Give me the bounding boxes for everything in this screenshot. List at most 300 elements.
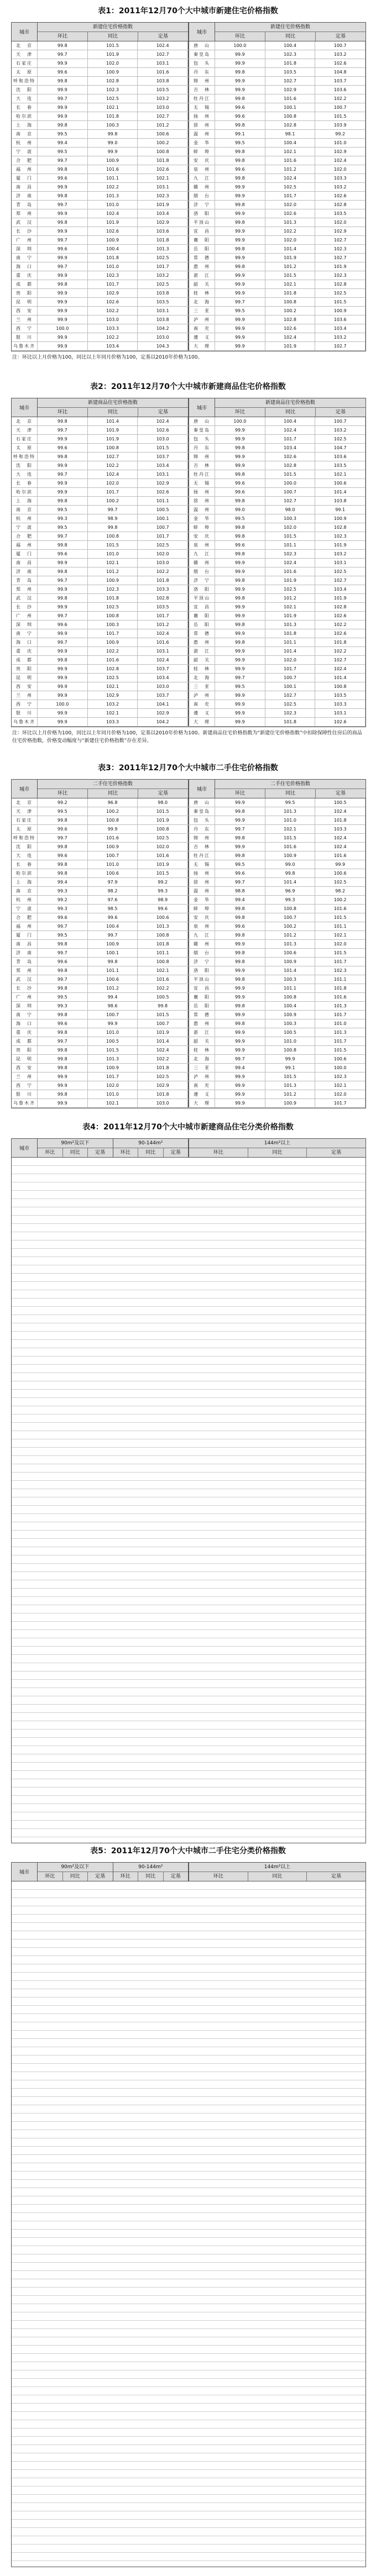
city-cell: 乌鲁木齐 xyxy=(12,1099,38,1107)
value-cell: 99.9 xyxy=(38,647,88,655)
value-cell: 100.9 xyxy=(315,514,365,523)
value-cell: 102.1 xyxy=(88,682,138,691)
city-cell: 武 汉 xyxy=(12,975,38,984)
value-cell: 102.0 xyxy=(315,165,365,174)
value-cell: 103.2 xyxy=(315,426,365,434)
city-cell: 太 原 xyxy=(12,68,38,76)
value-cell: 102.1 xyxy=(265,148,316,156)
table-row xyxy=(12,1037,365,1046)
value-cell: 102.9 xyxy=(138,479,188,487)
value-cell: 99.8 xyxy=(38,966,88,975)
city-cell: 深 圳 xyxy=(12,621,38,629)
value-cell: 100.6 xyxy=(138,130,188,138)
value-cell: 102.1 xyxy=(265,603,316,611)
city-cell: 北 京 xyxy=(12,417,38,425)
city-cell: 乌鲁木齐 xyxy=(12,718,38,726)
city-cell: 西 宁 xyxy=(12,324,38,333)
value-cell: 99.9 xyxy=(38,209,88,218)
value-cell: 101.5 xyxy=(265,271,316,280)
value-cell: 103.0 xyxy=(88,316,138,324)
value-cell: 103.1 xyxy=(138,59,188,67)
value-cell: 102.5 xyxy=(265,700,316,708)
value-cell: 100.5 xyxy=(265,1028,316,1037)
value-cell: 100.4 xyxy=(265,41,316,50)
city-cell: 泸 州 xyxy=(188,316,215,324)
city-cell: 三 亚 xyxy=(188,1064,215,1072)
city-cell: 大 连 xyxy=(12,94,38,103)
value-cell: 99.5 xyxy=(215,514,265,523)
value-cell: 99.4 xyxy=(215,896,265,904)
value-cell: 99.8 xyxy=(265,869,316,877)
value-cell: 98.2 xyxy=(315,887,365,895)
value-cell: 101.5 xyxy=(315,949,365,957)
value-cell: 99.9 xyxy=(88,1019,138,1028)
value-cell: 101.1 xyxy=(265,984,316,992)
value-cell: 99.9 xyxy=(38,665,88,673)
value-cell: 99.8 xyxy=(38,656,88,664)
city-cell: 湛 江 xyxy=(188,271,215,280)
city-cell: 桂 林 xyxy=(188,1046,215,1054)
value-cell: 101.7 xyxy=(315,1037,365,1045)
value-cell: 100.8 xyxy=(88,444,138,452)
city-cell: 三 亚 xyxy=(188,682,215,691)
value-cell: 102.7 xyxy=(315,254,365,262)
value-cell: 102.6 xyxy=(265,453,316,461)
value-cell: 102.2 xyxy=(138,1055,188,1063)
value-cell: 99.8 xyxy=(88,130,138,138)
city-cell: 海 口 xyxy=(12,1019,38,1028)
value-cell: 99.8 xyxy=(38,1011,88,1019)
value-cell: 102.7 xyxy=(265,77,316,85)
value-cell: 101.8 xyxy=(138,576,188,585)
value-cell: 101.4 xyxy=(265,878,316,886)
city-cell: 广 州 xyxy=(12,612,38,620)
value-cell: 99.8 xyxy=(215,148,265,156)
table-row xyxy=(12,333,365,342)
table-row xyxy=(12,1064,365,1073)
city-cell: 重 庆 xyxy=(12,1028,38,1037)
value-cell: 101.6 xyxy=(88,165,138,174)
value-cell: 102.3 xyxy=(88,585,138,593)
city-cell: 遵 义 xyxy=(188,709,215,717)
sub-header: 同比 xyxy=(248,1872,307,1881)
value-cell: 99.8 xyxy=(38,1090,88,1098)
value-cell: 101.3 xyxy=(265,621,316,629)
value-cell: 101.0 xyxy=(88,262,138,271)
value-cell: 101.3 xyxy=(265,218,316,227)
value-cell: 99.9 xyxy=(215,984,265,992)
value-cell: 103.2 xyxy=(315,550,365,558)
table-row xyxy=(12,1019,365,1028)
city-cell: 成 都 xyxy=(12,280,38,288)
value-cell: 99.9 xyxy=(215,647,265,655)
value-cell: 100.0 xyxy=(265,479,316,487)
sub-header: 同比 xyxy=(265,789,316,798)
table-row xyxy=(12,825,365,834)
value-cell: 103.6 xyxy=(315,316,365,324)
table-row xyxy=(12,559,365,567)
value-cell: 99.6 xyxy=(38,958,88,966)
value-cell: 99.8 xyxy=(38,860,88,869)
value-cell: 101.2 xyxy=(88,567,138,576)
table-row xyxy=(12,77,365,86)
table-row xyxy=(12,209,365,218)
city-cell: 桂 林 xyxy=(188,289,215,297)
city-cell: 长 沙 xyxy=(12,227,38,235)
city-cell: 九 江 xyxy=(188,174,215,182)
value-cell: 99.8 xyxy=(38,280,88,288)
value-cell: 99.5 xyxy=(215,307,265,315)
city-cell: 锦 州 xyxy=(188,453,215,461)
value-cell: 103.9 xyxy=(315,121,365,129)
table-row xyxy=(12,691,365,700)
value-cell: 101.2 xyxy=(265,931,316,939)
value-cell: 99.9 xyxy=(215,940,265,948)
table-row xyxy=(12,156,365,165)
value-cell: 103.1 xyxy=(315,559,365,567)
city-cell: 遵 义 xyxy=(188,333,215,341)
value-cell: 101.5 xyxy=(315,913,365,922)
value-cell: 104.3 xyxy=(138,342,188,350)
table-row xyxy=(12,966,365,975)
city-cell: 大 理 xyxy=(188,718,215,726)
city-cell: 襄 阳 xyxy=(188,236,215,244)
value-cell: 99.1 xyxy=(315,506,365,514)
value-cell: 101.2 xyxy=(88,984,138,992)
value-cell: 101.6 xyxy=(138,851,188,860)
city-cell: 哈尔滨 xyxy=(12,488,38,496)
value-cell: 99.6 xyxy=(215,488,265,496)
value-cell: 102.8 xyxy=(265,461,316,470)
value-cell: 102.0 xyxy=(315,1090,365,1098)
value-cell: 99.9 xyxy=(215,192,265,200)
city-cell: 合 肥 xyxy=(12,913,38,922)
value-cell: 101.9 xyxy=(265,612,316,620)
city-cell: 青 岛 xyxy=(12,958,38,966)
table-4-section xyxy=(11,1116,365,1843)
value-cell: 98.9 xyxy=(88,514,138,523)
value-cell: 100.9 xyxy=(88,236,138,244)
value-cell: 101.8 xyxy=(138,156,188,165)
value-cell: 102.8 xyxy=(88,665,138,673)
value-cell: 100.8 xyxy=(138,931,188,939)
table-row xyxy=(12,218,365,227)
value-cell: 99.8 xyxy=(215,174,265,182)
value-cell: 100.1 xyxy=(265,682,316,691)
value-cell: 102.5 xyxy=(138,541,188,549)
table-5-section xyxy=(11,1840,365,2567)
value-cell: 99.2 xyxy=(138,878,188,886)
value-cell: 99.0 xyxy=(215,506,265,514)
city-cell: 徐 州 xyxy=(188,121,215,129)
value-cell: 103.2 xyxy=(315,183,365,191)
city-cell: 上 海 xyxy=(12,121,38,129)
table-1 xyxy=(11,22,366,351)
value-cell: 101.8 xyxy=(315,638,365,646)
city-cell: 蚌 埠 xyxy=(188,523,215,532)
value-cell: 99.8 xyxy=(215,1019,265,1028)
value-cell: 99.6 xyxy=(215,922,265,930)
value-cell: 99.9 xyxy=(215,1046,265,1054)
city-header: 城市 xyxy=(189,23,215,41)
value-cell: 100.9 xyxy=(88,940,138,948)
value-cell: 101.5 xyxy=(88,1046,138,1054)
value-cell: 100.5 xyxy=(315,798,365,807)
value-cell: 103.5 xyxy=(315,209,365,218)
sub-header: 同比 xyxy=(265,32,316,41)
sub-header: 定基 xyxy=(170,1874,181,1879)
table-row xyxy=(12,931,365,940)
city-cell: 岳 阳 xyxy=(188,621,215,629)
value-cell: 99.4 xyxy=(215,1064,265,1072)
value-cell: 99.0 xyxy=(265,860,316,869)
value-cell: 102.2 xyxy=(315,621,365,629)
value-cell: 101.5 xyxy=(88,541,138,549)
city-cell: 蚌 埠 xyxy=(188,905,215,913)
city-header: 城市 xyxy=(12,398,38,417)
value-cell: 103.1 xyxy=(138,647,188,655)
value-cell: 99.8 xyxy=(215,958,265,966)
sub-header: 同比 xyxy=(88,789,138,798)
city-cell: 济 南 xyxy=(12,192,38,200)
table-row xyxy=(12,342,365,351)
sub-header: 环比 xyxy=(189,1872,248,1881)
value-cell: 102.3 xyxy=(88,271,138,280)
city-cell: 温 州 xyxy=(188,887,215,895)
city-cell: 烟 台 xyxy=(188,567,215,576)
city-cell: 济 南 xyxy=(12,949,38,957)
value-cell: 99.7 xyxy=(38,236,88,244)
value-cell: 99.9 xyxy=(38,59,88,67)
value-cell: 102.5 xyxy=(88,674,138,682)
value-cell: 99.8 xyxy=(215,576,265,585)
value-cell: 103.8 xyxy=(138,289,188,297)
city-cell: 成 都 xyxy=(12,1037,38,1045)
value-cell: 99.9 xyxy=(215,324,265,333)
city-cell: 天 津 xyxy=(12,50,38,59)
value-cell: 99.5 xyxy=(215,139,265,147)
table-row xyxy=(12,298,365,307)
table-row xyxy=(12,453,365,461)
sub-header: 同比 xyxy=(63,1872,88,1881)
table-row xyxy=(12,567,365,576)
city-cell: 郑 州 xyxy=(12,209,38,218)
city-cell: 平顶山 xyxy=(188,975,215,984)
sub-header: 环比 xyxy=(215,32,265,41)
table-row xyxy=(12,532,365,541)
table-row xyxy=(12,470,365,479)
value-cell: 101.6 xyxy=(265,94,316,103)
value-cell: 99.3 xyxy=(138,887,188,895)
value-cell: 101.9 xyxy=(315,594,365,602)
value-cell: 99.9 xyxy=(215,559,265,567)
value-cell: 101.6 xyxy=(265,567,316,576)
sub-header: 同比 xyxy=(138,1872,164,1881)
value-cell: 99.8 xyxy=(215,532,265,540)
value-cell: 101.0 xyxy=(88,860,138,869)
city-cell: 昆 明 xyxy=(12,298,38,306)
city-cell: 南 昌 xyxy=(12,183,38,191)
value-cell: 102.0 xyxy=(315,218,365,227)
sub-header: 环比 xyxy=(215,789,265,798)
value-cell: 101.7 xyxy=(265,192,316,200)
city-cell: 洛 阳 xyxy=(188,209,215,218)
value-cell: 99.8 xyxy=(215,621,265,629)
table-row xyxy=(12,506,365,514)
table-5-title: 表5：2011年12月70个大中城市二手住宅分类价格指数 xyxy=(90,1847,286,1855)
value-cell: 99.7 xyxy=(38,94,88,103)
value-cell: 99.8 xyxy=(38,497,88,505)
value-cell: 103.4 xyxy=(315,585,365,593)
table-row xyxy=(12,479,365,488)
value-cell: 100.0 xyxy=(38,324,88,333)
value-cell: 101.8 xyxy=(138,236,188,244)
table-row xyxy=(12,50,365,59)
city-cell: 吉 林 xyxy=(188,843,215,851)
city-cell: 长 春 xyxy=(12,479,38,487)
table-row xyxy=(12,913,365,922)
value-cell: 102.0 xyxy=(265,201,316,209)
value-cell: 99.9 xyxy=(215,798,265,807)
value-cell: 103.5 xyxy=(138,86,188,94)
value-cell: 99.6 xyxy=(38,68,88,76)
city-cell: 宁 波 xyxy=(12,148,38,156)
city-cell: 赣 州 xyxy=(188,940,215,948)
table-row xyxy=(12,576,365,585)
value-cell: 101.0 xyxy=(265,816,316,824)
value-cell: 103.3 xyxy=(88,718,138,726)
value-cell: 98.0 xyxy=(265,506,316,514)
value-cell: 99.6 xyxy=(38,913,88,922)
value-cell: 100.7 xyxy=(315,417,365,425)
value-cell: 99.9 xyxy=(215,1090,265,1098)
value-cell: 101.7 xyxy=(138,262,188,271)
value-cell: 101.6 xyxy=(138,638,188,646)
value-cell: 103.5 xyxy=(138,603,188,611)
value-cell: 99.8 xyxy=(215,68,265,76)
value-cell: 102.9 xyxy=(138,1081,188,1090)
value-cell: 99.9 xyxy=(215,603,265,611)
value-cell: 99.8 xyxy=(38,594,88,602)
city-cell: 长 沙 xyxy=(12,603,38,611)
city-cell: 安 庆 xyxy=(188,913,215,922)
value-cell: 100.8 xyxy=(265,298,316,306)
city-cell: 呼和浩特 xyxy=(12,834,38,842)
city-cell: 福 州 xyxy=(12,165,38,174)
value-cell: 99.8 xyxy=(38,77,88,85)
value-cell: 103.0 xyxy=(138,333,188,341)
table-row xyxy=(12,417,365,426)
value-cell: 99.8 xyxy=(215,905,265,913)
value-cell: 101.7 xyxy=(315,958,365,966)
value-cell: 103.0 xyxy=(138,435,188,443)
value-cell: 99.6 xyxy=(215,103,265,112)
value-cell: 99.6 xyxy=(215,479,265,487)
value-cell: 104.1 xyxy=(138,700,188,708)
value-cell: 102.5 xyxy=(315,435,365,443)
value-cell: 99.8 xyxy=(215,931,265,939)
value-cell: 100.7 xyxy=(265,674,316,682)
city-cell: 天 津 xyxy=(12,807,38,816)
value-cell: 101.0 xyxy=(315,139,365,147)
value-cell: 99.9 xyxy=(38,488,88,496)
value-cell: 101.7 xyxy=(315,1099,365,1107)
value-cell: 99.5 xyxy=(38,506,88,514)
city-cell: 牡丹江 xyxy=(188,94,215,103)
value-cell: 99.8 xyxy=(38,816,88,824)
city-cell: 赣 州 xyxy=(188,559,215,567)
value-cell: 102.6 xyxy=(138,488,188,496)
value-cell: 100.8 xyxy=(265,112,316,120)
value-cell: 99.9 xyxy=(215,843,265,851)
value-cell: 102.4 xyxy=(138,417,188,425)
table-row xyxy=(12,896,365,905)
table-1-title: 表1：2011年12月70个大中城市新建住宅价格指数 xyxy=(98,7,278,15)
city-cell: 泸 州 xyxy=(188,691,215,700)
value-cell: 102.5 xyxy=(88,603,138,611)
value-cell: 102.5 xyxy=(315,289,365,297)
city-cell: 唐 山 xyxy=(188,798,215,807)
city-cell: 昆 明 xyxy=(12,1055,38,1063)
value-cell: 100.4 xyxy=(88,922,138,930)
value-cell: 102.3 xyxy=(265,550,316,558)
value-cell: 99.7 xyxy=(88,931,138,939)
value-cell: 99.9 xyxy=(38,709,88,717)
city-header: 城市 xyxy=(189,780,215,798)
city-cell: 重 庆 xyxy=(12,647,38,655)
value-cell: 103.1 xyxy=(138,470,188,479)
city-cell: 锦 州 xyxy=(188,77,215,85)
value-cell: 99.8 xyxy=(38,541,88,549)
city-cell: 深 圳 xyxy=(12,1002,38,1010)
table-row xyxy=(12,851,365,860)
city-cell: 泉 州 xyxy=(188,165,215,174)
value-cell: 99.8 xyxy=(38,567,88,576)
table-row xyxy=(12,523,365,532)
table-row xyxy=(12,245,365,254)
value-cell: 102.5 xyxy=(265,585,316,593)
value-cell: 100.6 xyxy=(315,1055,365,1063)
city-cell: 温 州 xyxy=(188,130,215,138)
city-cell: 呼和浩特 xyxy=(12,453,38,461)
value-cell: 99.9 xyxy=(215,1011,265,1019)
value-cell: 104.2 xyxy=(138,324,188,333)
table-row xyxy=(12,1011,365,1019)
value-cell: 101.7 xyxy=(88,629,138,638)
value-cell: 101.0 xyxy=(315,1019,365,1028)
value-cell: 102.2 xyxy=(88,461,138,470)
value-cell: 101.8 xyxy=(265,289,316,297)
table-row xyxy=(12,798,365,807)
sub-header: 定基 xyxy=(95,1150,106,1155)
value-cell: 102.0 xyxy=(265,523,316,532)
value-cell: 102.9 xyxy=(88,691,138,700)
value-cell: 102.2 xyxy=(315,94,365,103)
value-cell: 99.8 xyxy=(215,638,265,646)
value-cell: 100.7 xyxy=(265,488,316,496)
value-cell: 99.9 xyxy=(215,461,265,470)
group-header: 二手住宅价格指数 xyxy=(38,780,188,789)
table-row xyxy=(12,541,365,550)
value-cell: 99.9 xyxy=(38,461,88,470)
city-cell: 西 安 xyxy=(12,307,38,315)
city-cell: 吉 林 xyxy=(188,461,215,470)
value-cell: 102.7 xyxy=(315,656,365,664)
group-header: 90m²及以下 xyxy=(38,1139,113,1148)
value-cell: 100.6 xyxy=(88,975,138,984)
city-cell: 大 连 xyxy=(12,851,38,860)
table-row xyxy=(12,68,365,77)
